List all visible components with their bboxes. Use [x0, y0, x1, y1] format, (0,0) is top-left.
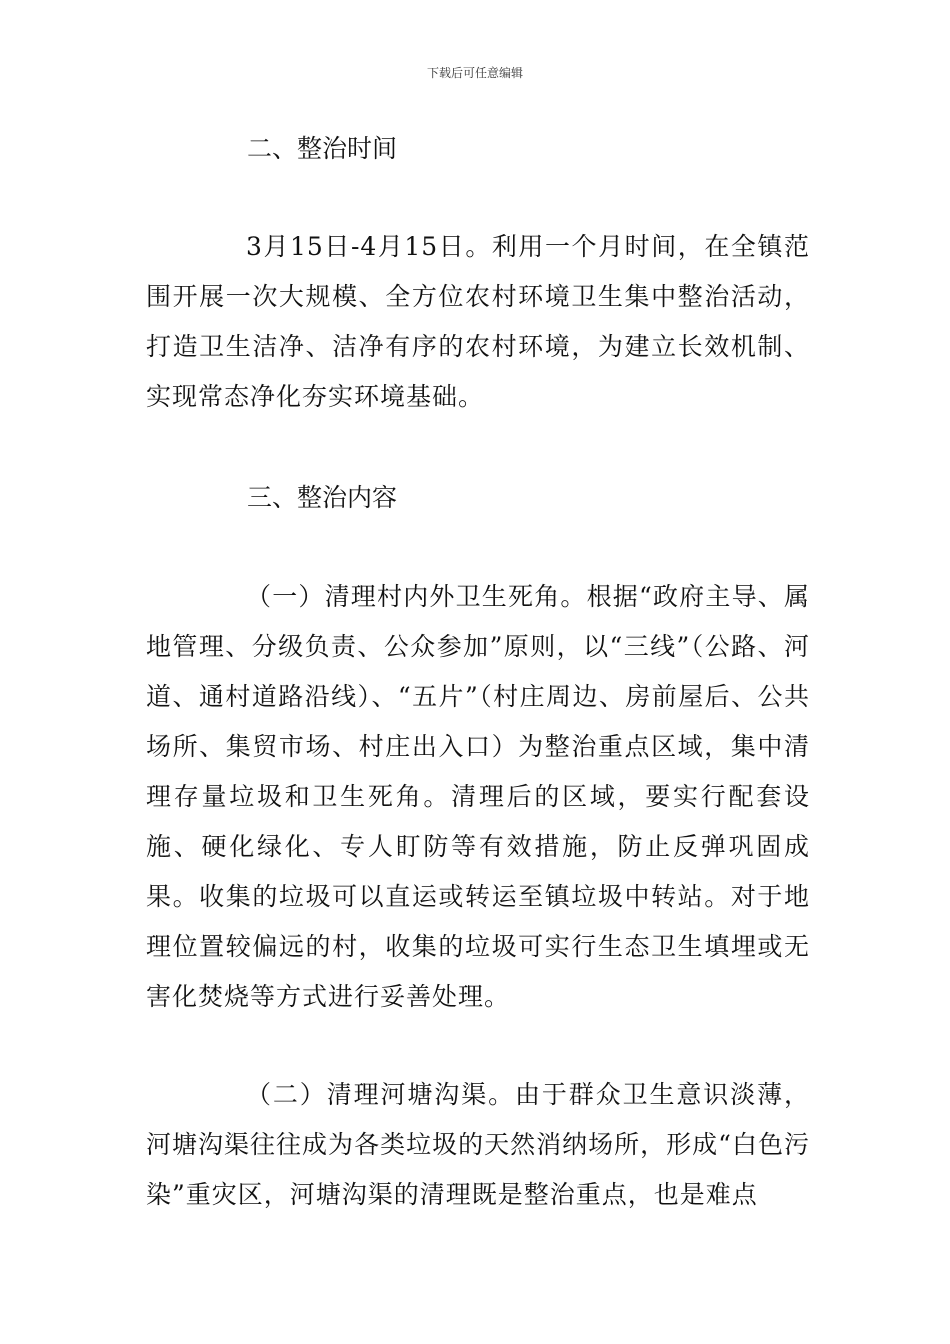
- section-heading-content: 三、整治内容: [247, 483, 398, 512]
- section-heading-time: 二、整治时间: [247, 134, 398, 163]
- paragraph-time-content: 3月15日-4月15日。利用一个月时间，在全镇范围开展一次大规模、全方位农村环境卫生集中整治活动，打造卫生洁净、洁净有序的农村环境，为建立长效机制、实现常态净化夯实环境基础。: [146, 232, 810, 411]
- page-header: 下载后可任意编辑: [426, 66, 523, 80]
- paragraph-item-two: （二）清理河塘沟渠。由于群众卫生意识淡薄，河塘沟渠往往成为各类垃圾的天然消纳场所，形成“白色污染”重灾区，河塘沟渠的清理既是整治重点，也是难点: [146, 1080, 810, 1209]
- paragraph-item-one: （一）清理村内外卫生死角。根据“政府主导、属地管理、分级负责、公众参加”原则，以“三线”（公路、河道、通村道路沿线）、“五片”（村庄周边、房前屋后、公共场所、集贸市场、村庄出入口）为整治重点区域，集中清理存量垃圾和卫生死角。清理后的区域，要实行配套设施、硬化绿化、专人盯防等有效措施，防止反弹巩固成果。收集的垃圾可以直运或转运至镇垃圾中转站。对于地理位置较偏远的村，收集的垃圾可实行生态卫生填埋或无害化焚烧等方式进行妥善处理。: [146, 582, 810, 1011]
